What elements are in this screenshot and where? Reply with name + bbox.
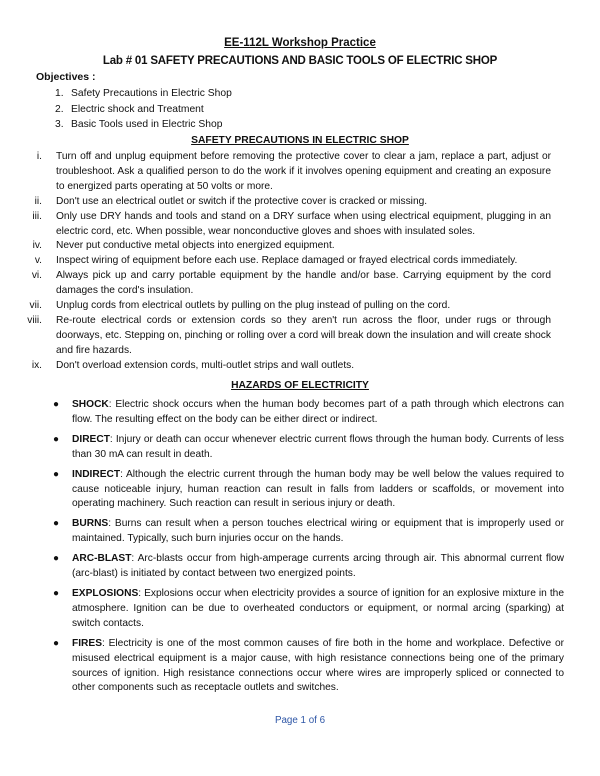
safety-item: vi. Always pick up and carry portable equipment by the handle and/or base. Carrying equipment by the cord damages the cord's insulation. [31,270,551,297]
hazard-item: ● FIRES: Electricity is one of the most common causes of fire both in the home and workplace. Defective or misused electrical equipment is a major cause, with high resistance connections being one of the primary sources of ignition. High resistance connections occur where wires are improperly spliced or connected to other components such as receptacle outlets and switches. [0,637,600,697]
lab-title: Lab # 01 SAFETY PRECAUTIONS AND BASIC TOOLS OF ELECTRIC SHOP [102,55,498,67]
hazards-list [0,398,600,701]
safety-item: ix. Don't overload extension cords, multi-outlet strips and wall outlets. [31,359,355,371]
hazard-item: ● SHOCK: Electric shock occurs when the human body becomes part of a path through which electrons can flow. The resulting effect on the body can be either direct or indirect. [0,398,600,428]
bullet-icon: ● [52,399,59,410]
hazard-item: ● EXPLOSIONS: Explosions occur when electricity provides a source of ignition for an explosive mixture in the atmosphere. Ignition can be due to overheated conductors or equipment, or normal arcing (sparking) at switch contacts. [0,587,600,632]
safety-heading: SAFETY PRECAUTIONS IN ELECTRIC SHOP [191,135,409,146]
safety-list [0,150,600,374]
objective-item: 3. Basic Tools used in Electric Shop [55,119,223,131]
bullet-icon: ● [52,587,59,599]
bullet-icon: ● [52,553,59,565]
safety-item: iv. Never put conductive metal objects into energized equipment. [32,240,335,252]
objective-item: 2. Electric shock and Treatment [55,103,204,115]
bullet-icon: ● [52,433,59,445]
bullet-icon: ● [52,637,59,649]
objective-item: 1. Safety Precautions in Electric Shop [55,88,232,99]
bullet-icon: ● [52,518,59,530]
safety-item: ii. Don't use an electrical outlet or switch if the protective cover is cracked or missing. [34,195,428,207]
hazard-item: ● BURNS: Burns can result when a person touches electrical wiring or equipment that is improperly used or maintained. Typically, such burn injuries occur on the hands. [0,517,600,547]
safety-item: vii. Unplug cords from electrical outlets by pulling on the plug instead of pulling on the cord. [29,300,451,312]
safety-item: viii. Re-route electrical cords or extension cords so they aren't run across the floor, under rugs or through doorways, etc. Stepping on, pinching or rolling over a cord will break down the insulation and will create shock and fire hazards. [27,314,551,356]
safety-item: iii. Only use DRY hands and tools and stand on a DRY surface when using electrical equipment, plugging in an electric cord, etc. When possible, wear nonconductive gloves and shoes with insulated soles. [32,210,551,237]
objectives-list [55,86,232,133]
hazard-item: ● ARC-BLAST: Arc-blasts occur from high-amperage currents arcing through air. This abnormal current flow (arc-blast) is initiated by contact between two energized points. [0,552,600,582]
safety-item: i. Turn off and unplug equipment before removing the protective cover to clear a jam, replace a part, adjust or troubleshoot. Ask a qualified person to do the work if it involves opening equipment and creating an exposure to energized parts operating at 50 volts or more. [36,151,551,192]
hazard-item: ● DIRECT: Injury or death can occur whenever electric current flows through the human body. Currents of less than 30 mA can result in death. [0,433,600,463]
course-title: EE-112L Workshop Practice [224,37,376,49]
bullet-icon: ● [52,468,59,480]
hazard-item: ● INDIRECT: Although the electric current through the human body may be well below the values required to cause noticeable injury, human reaction can result in falls from ladders or scaffolds, or movement into operating machinery. Such reaction can result in serious injury or death. [0,468,600,513]
safety-item: v. Inspect wiring of equipment before each use. Replace damaged or frayed electrical cords immediately. [34,255,518,267]
page-number: Page 1 of 6 [274,715,326,726]
objectives-heading: Objectives : [36,71,96,83]
hazards-heading: HAZARDS OF ELECTRICITY [231,380,369,391]
